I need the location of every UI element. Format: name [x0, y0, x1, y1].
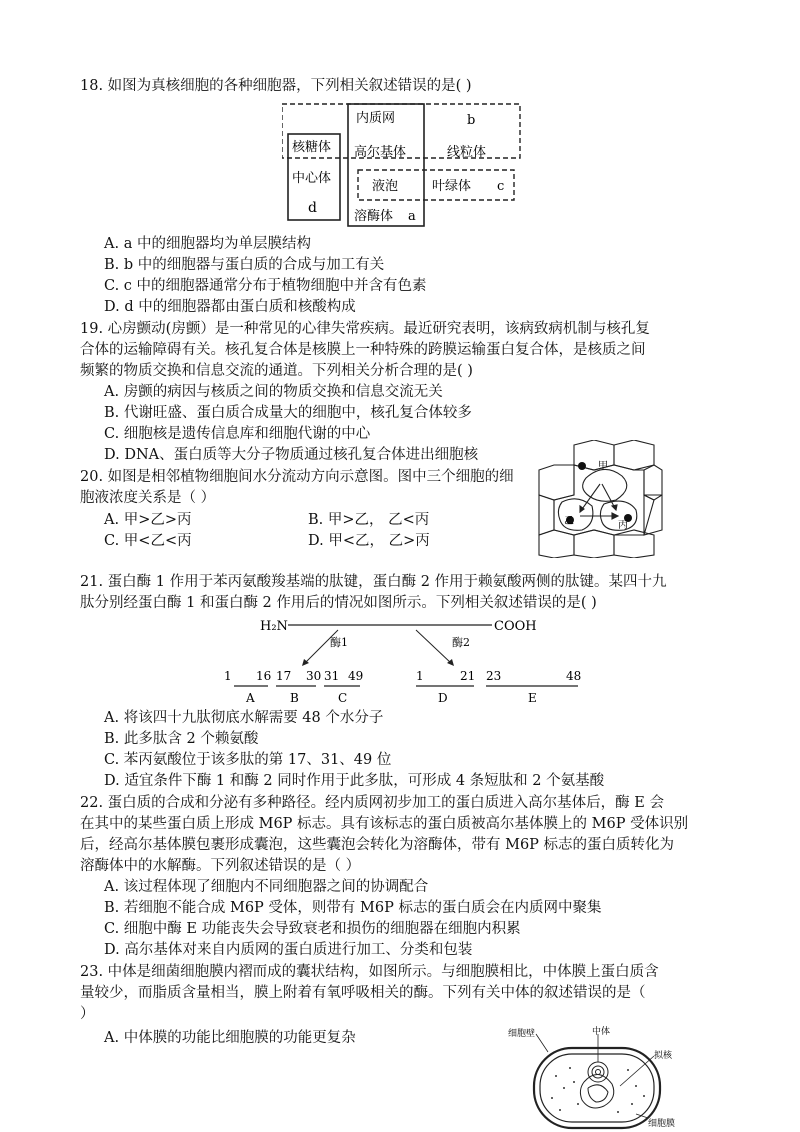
q23-line-2: 量较少，而脂质含量相当，膜上附着有氧呼吸相关的酶。下列有关中体的叙述错误的是（: [80, 985, 646, 1001]
label-c-term: COOH: [494, 619, 537, 634]
q21-option-b: B. 此多肽含 2 个赖氨酸: [104, 731, 259, 747]
q22-line-2: 在其中的某些蛋白质上形成 M6P 标志。具有该标志的蛋白质被高尔基体膜上的 M6P 受体识别: [80, 816, 689, 832]
segment-b: B: [290, 691, 299, 705]
q22-option-a: A. 该过程体现了细胞内不同细胞器之间的协调配合: [104, 879, 429, 895]
right-num-1: 1: [416, 669, 424, 683]
q19-line-2: 合体的运输障碍有关。核孔复合体是核膜上一种特殊的跨膜运输蛋白复合体，是核质之间: [80, 342, 646, 358]
q20-option-c: C. 甲<乙<丙: [104, 533, 192, 549]
q21-option-a: A. 将该四十九肽彻底水解需要 48 个水分子: [104, 710, 384, 726]
left-num-17: 17: [276, 669, 292, 683]
segment-d: D: [438, 691, 448, 705]
q21-line-1: 21. 蛋白酶 1 作用于苯丙氨酸羧基端的肽键，蛋白酶 2 作用于赖氨酸两侧的肽键。某四十九: [80, 574, 667, 590]
segment-a: A: [246, 691, 255, 705]
q22-line-4: 溶酶体中的水解酶。下列叙述错误的是（ ）: [80, 858, 361, 874]
q23-line-1: 23. 中体是细菌细胞膜内褶而成的囊状结构，如图所示。与细胞膜相比，中体膜上蛋白质含: [80, 964, 659, 980]
q19-line-3: 频繁的物质交换和信息交流的通道。下列相关分析合理的是( ): [80, 363, 473, 379]
q22-option-d: D. 高尔基体对来自内质网的蛋白质进行加工、分类和包装: [104, 942, 473, 958]
left-num-1: 1: [224, 669, 232, 683]
q20-option-a: A. 甲>乙>丙: [104, 512, 192, 528]
label-enzyme2: 酶2: [452, 636, 470, 649]
label-mito: 线粒体: [447, 145, 487, 160]
label-n-term: H₂N: [260, 619, 288, 634]
label-cell-membrane: 细胞膜: [648, 1119, 676, 1129]
q21-option-c: C. 苯丙氨酸位于该多肽的第 17、31、49 位: [104, 752, 392, 768]
label-lysosome: 溶酶体: [354, 209, 394, 224]
label-vacuole: 液泡: [372, 179, 399, 194]
left-num-31: 31: [324, 669, 340, 683]
label-bing: 丙: [618, 520, 628, 531]
label-mesosome: 中体: [592, 1027, 611, 1037]
label-chloroplast: 叶绿体: [432, 179, 472, 194]
q20-option-b: B. 甲>乙， 乙<丙: [308, 512, 430, 528]
q18-option-a: A. a 中的细胞器均为单层膜结构: [104, 236, 311, 252]
right-num-21: 21: [460, 669, 476, 683]
q21-line-2: 肽分别经蛋白酶 1 和蛋白酶 2 作用后的情况如图所示。下列相关叙述错误的是( ): [80, 595, 597, 611]
left-num-49: 49: [348, 669, 364, 683]
segment-c: C: [338, 691, 348, 705]
q20-line-1: 20. 如图是相邻植物细胞间水分流动方向示意图。图中三个细胞的细: [80, 469, 514, 485]
q18-option-b: B. b 中的细胞器与蛋白质的合成与加工有关: [104, 257, 385, 273]
right-num-48: 48: [566, 669, 582, 683]
label-er: 内质网: [356, 111, 396, 126]
left-num-30: 30: [306, 669, 322, 683]
q18-organelle-diagram: [282, 100, 527, 230]
label-a: a: [408, 209, 416, 224]
q22-option-b: B. 若细胞不能合成 M6P 受体，则带有 M6P 标志的蛋白质会在内质网中聚集: [104, 900, 602, 916]
q18-stem: 18. 如图为真核细胞的各种细胞器，下列相关叙述错误的是( ): [80, 78, 472, 94]
q22-option-c: C. 细胞中酶 E 功能丧失会导致衰老和损伤的细胞器在细胞内积累: [104, 921, 521, 937]
q19-option-c: C. 细胞核是遗传信息库和细胞代谢的中心: [104, 426, 371, 442]
label-c: c: [497, 179, 505, 194]
q23-line-3: ）: [80, 1006, 95, 1022]
q19-option-a: A. 房颤的病因与核质之间的物质交换和信息交流无关: [104, 384, 443, 400]
label-jia: 甲: [598, 461, 608, 472]
q23-option-a: A. 中体膜的功能比细胞膜的功能更复杂: [104, 1030, 356, 1046]
q19-line-1: 19. 心房颤动(房颤）是一种常见的心律失常疾病。最近研究表明，该病致病机制与核孔复: [80, 321, 650, 337]
q19-option-d: D. DNA、蛋白质等大分子物质通过核孔复合体进出细胞核: [104, 447, 479, 463]
q22-line-1: 22. 蛋白质的合成和分泌有多种路径。经内质网初步加工的蛋白质进入高尔基体后，酶 E 会: [80, 795, 664, 811]
q23-bacteria-diagram: [508, 1026, 680, 1130]
q20-option-d: D. 甲<乙， 乙>丙: [308, 533, 430, 549]
q22-line-3: 后，经高尔基体膜包裹形成囊泡，这些囊泡会转化为溶酶体，带有 M6P 标志的蛋白质转化为: [80, 837, 675, 853]
q21-peptide-diagram: [220, 614, 600, 706]
q20-cell-diagram: [534, 440, 664, 558]
label-b: b: [467, 113, 476, 128]
label-golgi: 高尔基体: [354, 145, 407, 160]
right-num-23: 23: [486, 669, 502, 683]
label-yi: 乙: [564, 516, 574, 527]
label-centrosome: 中心体: [292, 171, 332, 186]
label-enzyme1: 酶1: [330, 636, 348, 649]
label-nucleoid: 拟核: [654, 1051, 673, 1061]
q18-option-c: C. c 中的细胞器通常分布于植物细胞中并含有色素: [104, 278, 427, 294]
q21-option-d: D. 适宜条件下酶 1 和酶 2 同时作用于此多肽，可形成 4 条短肽和 2 个氨基酸: [104, 773, 605, 789]
label-cell-wall: 细胞壁: [508, 1029, 536, 1039]
q20-line-2: 胞液浓度关系是（ ）: [80, 490, 216, 506]
q19-option-b: B. 代谢旺盛、蛋白质合成量大的细胞中，核孔复合体较多: [104, 405, 472, 421]
left-num-16: 16: [256, 669, 272, 683]
label-ribosome: 核糖体: [292, 140, 332, 155]
q18-option-d: D. d 中的细胞器都由蛋白质和核酸构成: [104, 299, 356, 315]
segment-e: E: [528, 691, 537, 705]
label-d: d: [308, 200, 317, 216]
